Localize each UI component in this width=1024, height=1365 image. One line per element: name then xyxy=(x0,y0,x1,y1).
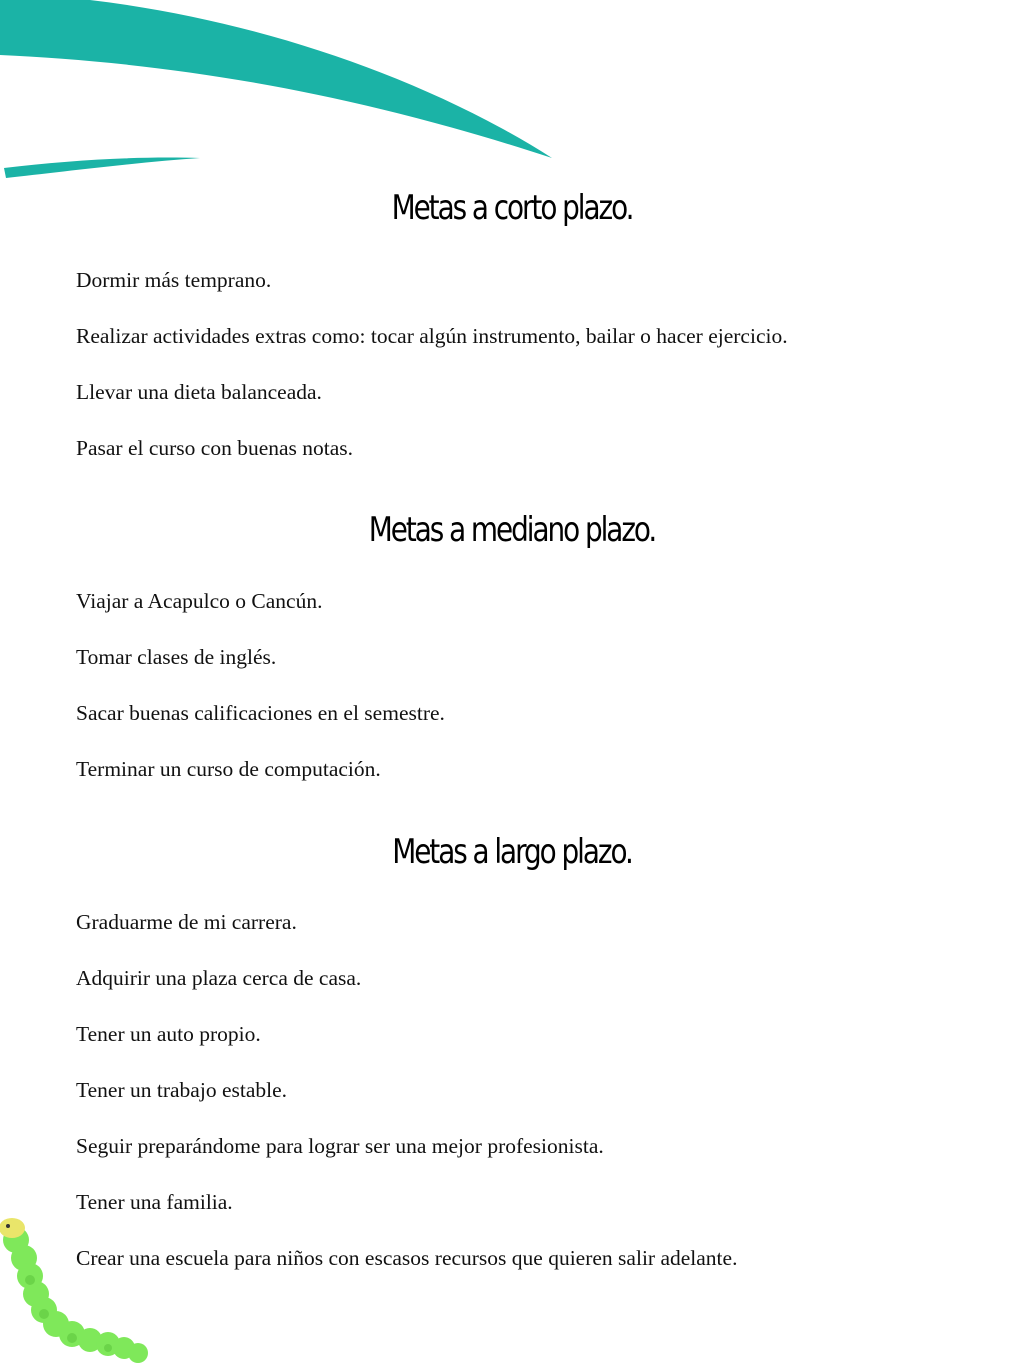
list-item: Pasar el curso con buenas notas. xyxy=(76,436,354,460)
list-item: Tener un trabajo estable. xyxy=(76,1078,288,1102)
teal-swoosh-thin xyxy=(4,157,200,178)
section-title-long-term: Metas a largo plazo. xyxy=(392,832,632,872)
list-item: Tener una familia. xyxy=(76,1190,233,1214)
list-item: Crear una escuela para niños con escasos recursos que quieren salir adelante. xyxy=(76,1246,738,1270)
caterpillar-icon xyxy=(0,1210,160,1365)
list-item: Tener un auto propio. xyxy=(76,1022,261,1046)
section-title-medium-term: Metas a mediano plazo. xyxy=(368,510,656,550)
list-item: Adquirir una plaza cerca de casa. xyxy=(76,966,362,990)
teal-swoosh-decoration xyxy=(0,0,1024,200)
section-title-short-term: Metas a corto plazo. xyxy=(391,188,633,228)
list-item: Llevar una dieta balanceada. xyxy=(76,380,322,404)
list-item: Tomar clases de inglés. xyxy=(76,645,277,669)
list-item: Seguir preparándome para lograr ser una mejor profesionista. xyxy=(76,1134,604,1158)
teal-swoosh-large xyxy=(0,0,552,158)
list-item: Dormir más temprano. xyxy=(76,268,272,292)
list-item: Realizar actividades extras como: tocar algún instrumento, bailar o hacer ejercicio. xyxy=(76,324,788,348)
list-item: Viajar a Acapulco o Cancún. xyxy=(76,589,323,613)
list-item: Terminar un curso de computación. xyxy=(76,757,381,781)
list-item: Graduarme de mi carrera. xyxy=(76,910,297,934)
caterpillar-head xyxy=(0,1218,25,1238)
list-item: Sacar buenas calificaciones en el semestre. xyxy=(76,701,445,725)
